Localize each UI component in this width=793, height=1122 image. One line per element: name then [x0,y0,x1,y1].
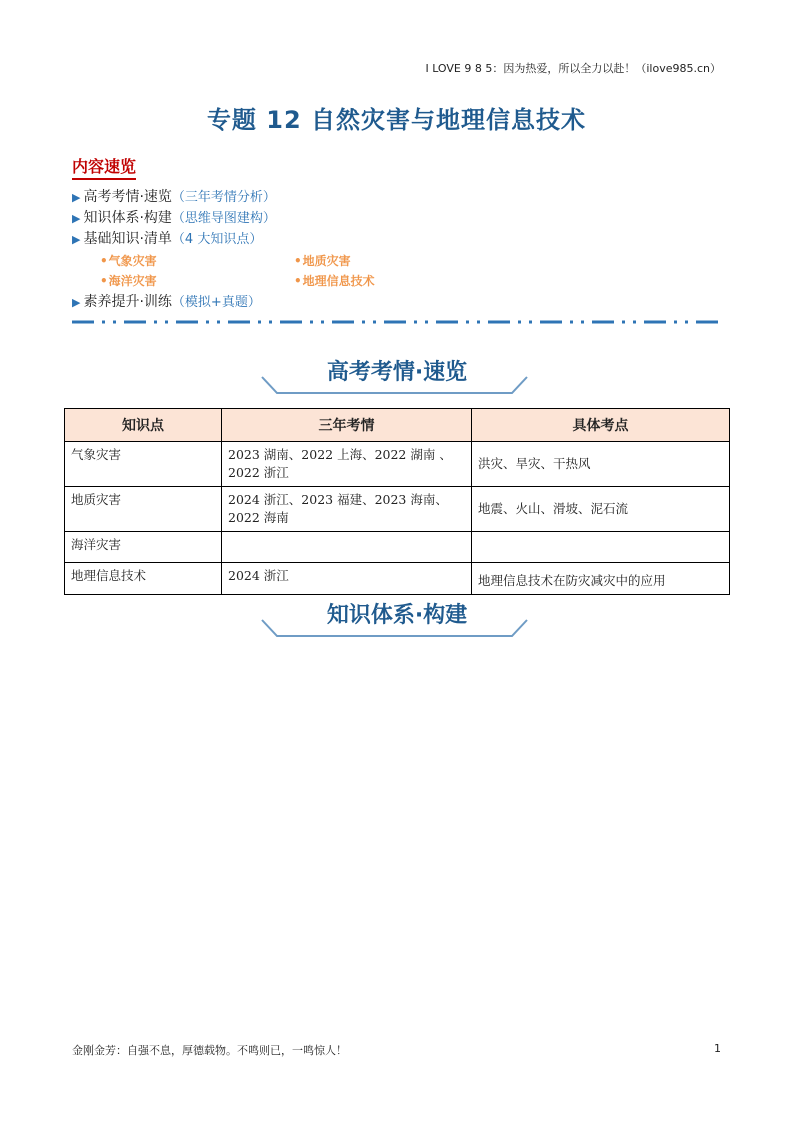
toc-item-practice[interactable] [72,292,261,313]
toc-item-sub: （思维导图建构） [171,211,276,226]
toc-item-sub: （4 大知识点） [171,232,263,247]
knowledge-point-geological[interactable]: •地质灾害 [294,254,351,268]
table-header-row [65,409,730,442]
toc-item-label: 高考考情·速览 [83,189,172,205]
footer-motto: 金刚金芳：自强不息，厚德载物。不鸣则已，一鸣惊人！ [72,1044,347,1057]
page-number: 1 [714,1042,721,1055]
cell-years [222,532,472,563]
page-title: 专题 12 自然灾害与地理信息技术 [206,106,587,134]
knowledge-point-meteorological[interactable]: •气象灾害 [100,254,157,268]
toc-item-label: 基础知识·清单 [83,231,172,247]
column-header: 具体考点 [472,409,730,442]
section-banner-exam [72,355,722,409]
column-header: 三年考情 [222,409,472,442]
arrow-right-icon: ▶ [72,191,81,204]
table-row [65,563,730,595]
toc-item-label: 知识体系·构建 [83,210,172,226]
toc-item-exam[interactable] [72,187,276,208]
arrow-right-icon: ▶ [72,212,81,225]
toc-item-sub: （三年考情分析） [171,190,276,205]
cell-points: 洪灾、旱灾、干热风 [472,442,730,487]
toc-item-basics[interactable] [72,229,262,250]
cell-years: 2023 湖南、2022 上海、2022 湖南 、2022 浙江 [222,442,472,487]
knowledge-point-marine[interactable]: •海洋灾害 [100,274,157,288]
cell-years: 2024 浙江 [222,563,472,595]
bullet-icon: • [294,274,302,288]
cell-topic: 地理信息技术 [65,563,222,595]
table-row [65,487,730,532]
knowledge-point-geoinfo[interactable]: •地理信息技术 [294,274,375,288]
section-banner-knowledge [72,598,722,652]
bullet-icon: • [100,274,108,288]
cell-points: 地震、火山、滑坡、泥石流 [472,487,730,532]
toc-item-label: 素养提升·训练 [83,294,172,310]
cell-topic: 气象灾害 [65,442,222,487]
header-note: I LOVE 9 8 5：因为热爱，所以全力以赴！（ilove985.cn） [425,62,721,75]
exam-table [64,408,730,595]
toc-item-knowledge-system[interactable] [72,208,276,229]
dashed-divider [72,319,722,325]
toc-item-sub: （模拟+真题） [171,295,261,310]
arrow-right-icon: ▶ [72,233,81,246]
cell-topic: 地质灾害 [65,487,222,532]
table-row [65,532,730,563]
section-title-knowledge: 知识体系·构建 [326,603,468,628]
bullet-icon: • [100,254,108,268]
arrow-right-icon: ▶ [72,296,81,309]
cell-points: 地理信息技术在防灾减灾中的应用 [472,563,730,595]
cell-points [472,532,730,563]
toc-heading: 内容速览 [72,156,136,180]
cell-topic: 海洋灾害 [65,532,222,563]
column-header: 知识点 [65,409,222,442]
table-row [65,442,730,487]
bullet-icon: • [294,254,302,268]
section-title-exam: 高考考情·速览 [326,360,468,385]
cell-years: 2024 浙江、2023 福建、2023 海南、2022 海南 [222,487,472,532]
